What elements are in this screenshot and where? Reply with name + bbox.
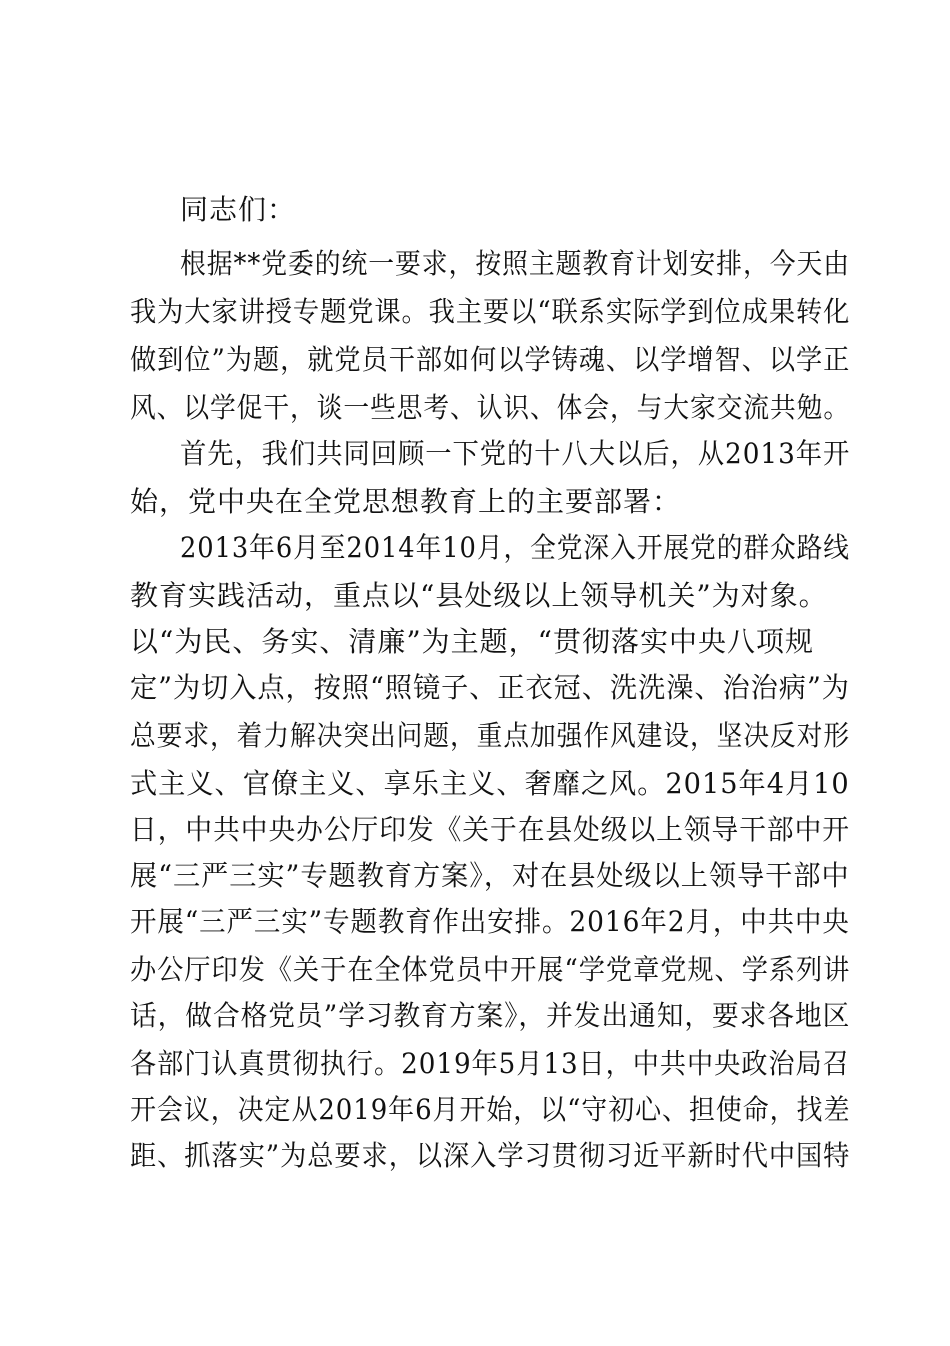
paragraph-line: 展“三严三实”专题教育方案》，对在县处级以上领导干部中 [130,859,850,892]
paragraph-line: 以“为民、务实、清廉”为主题，“贯彻落实中央八项规 [130,625,814,658]
paragraph-line: 开展“三严三实”专题教育作出安排。2016年2月，中共中央 [130,905,850,938]
paragraph-line: 开会议，决定从2019年6月开始，以“守初心、担使命，找差 [130,1093,851,1126]
paragraph-line: 首先，我们共同回顾一下党的十八大以后，从2013年开 [180,437,851,470]
paragraph-line: 根据**党委的统一要求，按照主题教育计划安排，今天由 [180,247,851,280]
paragraph-line: 总要求，着力解决突出问题，重点加强作风建设，坚决反对形 [130,719,851,752]
paragraph-line: 教育实践活动，重点以“县处级以上领导机关”为对象。 [130,579,828,612]
paragraph-line: 话，做合格党员”学习教育方案》，并发出通知，要求各地区 [130,999,851,1032]
paragraph-line: 我为大家讲授专题党课。我主要以“联系实际学到位成果转化 [130,295,851,328]
greeting-line: 同志们： [180,193,297,226]
paragraph-line: 式主义、官僚主义、享乐主义、奢靡之风。2015年4月10 [130,767,850,800]
paragraph-line: 各部门认真贯彻执行。2019年5月13日，中共中央政治局召 [130,1047,850,1080]
paragraph-line: 2013年6月至2014年10月，全党深入开展党的群众路线 [180,531,850,564]
paragraph-line: 做到位”为题，就党员干部如何以学铸魂、以学增智、以学正 [130,343,851,376]
paragraph-line: 始，党中央在全党思想教育上的主要部署： [130,485,682,518]
paragraph-line: 日，中共中央办公厅印发《关于在县处级以上领导干部中开 [130,813,851,846]
paragraph-line: 风、以学促干，谈一些思考、认识、体会，与大家交流共勉。 [130,391,851,424]
paragraph-line: 距、抓落实”为总要求，以深入学习贯彻习近平新时代中国特 [130,1139,851,1172]
paragraph-line: 办公厅印发《关于在全体党员中开展“学党章党规、学系列讲 [130,953,851,986]
paragraph-line: 定”为切入点，按照“照镜子、正衣冠、洗洗澡、治治病”为 [130,671,850,704]
